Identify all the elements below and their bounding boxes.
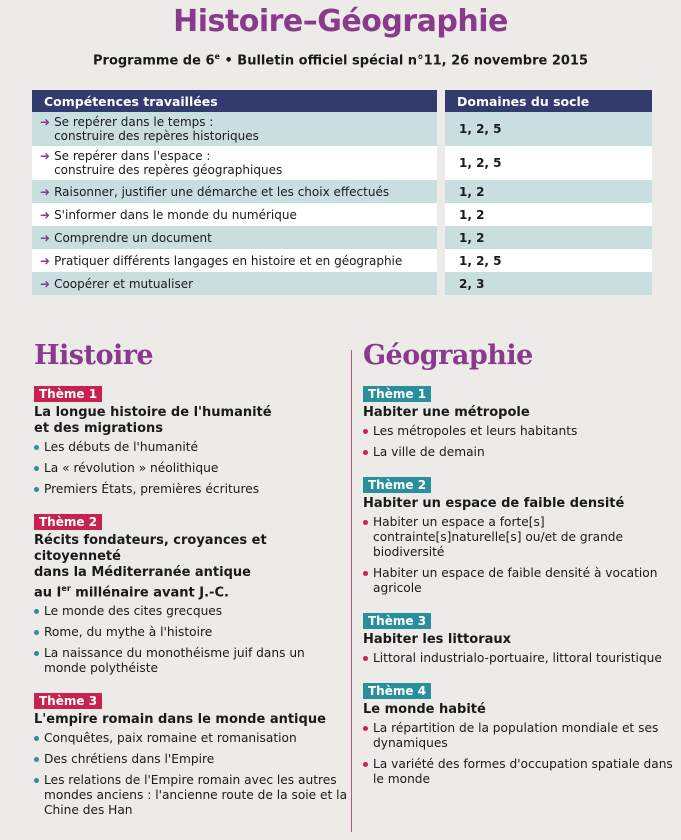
competence-text: Comprendre un document [54, 230, 212, 245]
list-item: Les débuts de l'humanité [34, 440, 349, 455]
arrow-right-icon: ➜ [40, 115, 51, 129]
theme-badge: Thème 2 [363, 477, 431, 493]
domaines-cell: 1, 2 [445, 180, 652, 203]
arrow-right-icon: ➜ [40, 207, 51, 222]
domaines-cell: 1, 2, 5 [445, 249, 652, 272]
competence-text: Se repérer dans le temps : [54, 115, 214, 129]
competences-table [32, 90, 652, 295]
theme-block [363, 474, 673, 596]
list-item: Habiter un espace a forte[s] contrainte[s]naturelle[s] ou/et de grande biodiversité [363, 515, 673, 560]
list-item: Conquêtes, paix romaine et romanisation [34, 731, 349, 746]
list-item: La répartition de la population mondiale et ses dynamiques [363, 721, 673, 751]
competence-text: construire des repères historiques [54, 129, 259, 143]
theme-block [363, 680, 673, 787]
arrow-right-icon: ➜ [40, 149, 51, 163]
theme-badge: Thème 1 [34, 386, 102, 402]
arrow-right-icon: ➜ [40, 276, 51, 291]
list-item: Les relations de l'Empire romain avec les autres mondes anciens : l'ancienne route de la soie et la Chine des Han [34, 773, 349, 818]
competence-cell [32, 112, 437, 146]
domaines-cell: 1, 2, 5 [445, 112, 652, 146]
page-subtitle: Programme de 6e • Bulletin officiel spécial n°11, 26 novembre 2015 [93, 52, 588, 69]
list-item: Les métropoles et leurs habitants [363, 424, 673, 439]
page-title: Histoire–Géographie [173, 4, 508, 39]
list-item: Premiers États, premières écritures [34, 482, 349, 497]
theme-title: Habiter un espace de faible densité [363, 496, 625, 511]
competence-text: S'informer dans le monde du numérique [54, 207, 297, 222]
table-row [32, 226, 652, 249]
theme-title: Habiter les littoraux [363, 632, 512, 647]
table-header-row [32, 90, 652, 112]
geographie-column [363, 340, 673, 801]
domaines-cell: 1, 2 [445, 226, 652, 249]
theme-block [34, 511, 349, 676]
theme-block [34, 383, 349, 497]
domaines-cell: 1, 2 [445, 203, 652, 226]
theme-badge: Thème 2 [34, 514, 102, 530]
arrow-right-icon: ➜ [40, 230, 51, 245]
table-row [32, 146, 652, 180]
list-item: Des chrétiens dans l'Empire [34, 752, 349, 767]
header-competences: Compétences travaillées [32, 90, 437, 112]
competence-text: Se repérer dans l'espace : [54, 149, 211, 163]
list-item: La naissance du monothéisme juif dans un monde polythéiste [34, 646, 349, 676]
table-row [32, 203, 652, 226]
arrow-right-icon: ➜ [40, 184, 51, 199]
theme-block [363, 610, 673, 666]
list-item: Habiter un espace de faible densité à vocation agricole [363, 566, 673, 596]
theme-title: Le monde habité [363, 702, 486, 717]
theme-block [34, 690, 349, 818]
table-row [32, 249, 652, 272]
competence-cell [32, 146, 437, 180]
theme-title: Habiter une métropole [363, 405, 530, 420]
theme-title: Récits fondateurs, croyances et citoyenneté dans la Méditerranée antique au Ier millénaire avant J.-C. [34, 533, 267, 601]
theme-badge: Thème 3 [34, 693, 102, 709]
theme-badge: Thème 1 [363, 386, 431, 402]
list-item: La « révolution » néolithique [34, 461, 349, 476]
competence-text: construire des repères géographiques [54, 163, 283, 177]
theme-title: L'empire romain dans le monde antique [34, 712, 326, 728]
domaines-cell: 1, 2, 5 [445, 146, 652, 180]
theme-title: La longue histoire de l'humanité et des migrations [34, 405, 272, 436]
competence-text: Raisonner, justifier une démarche et les choix effectués [54, 184, 390, 199]
geographie-title: Géographie [363, 340, 533, 371]
theme-badge: Thème 4 [363, 683, 431, 699]
list-item: Littoral industrialo-portuaire, littoral touristique [363, 651, 673, 666]
histoire-column [34, 340, 349, 832]
list-item: Rome, du mythe à l'histoire [34, 625, 349, 640]
list-item: La ville de demain [363, 445, 673, 460]
list-item: La variété des formes d'occupation spatiale dans le monde [363, 757, 673, 787]
header-domaines: Domaines du socle [445, 90, 652, 112]
competence-cell [32, 249, 437, 272]
competence-cell [32, 272, 437, 295]
competence-text: Coopérer et mutualiser [54, 276, 194, 291]
competence-cell [32, 203, 437, 226]
table-row [32, 180, 652, 203]
competence-cell [32, 226, 437, 249]
competence-text: Pratiquer différents langages en histoire et en géographie [54, 253, 403, 268]
arrow-right-icon: ➜ [40, 253, 51, 268]
competence-cell [32, 180, 437, 203]
histoire-title: Histoire [34, 340, 154, 371]
theme-block [363, 383, 673, 460]
list-item: Le monde des cites grecques [34, 604, 349, 619]
table-row [32, 112, 652, 146]
table-row [32, 272, 652, 295]
column-divider [351, 350, 352, 832]
theme-badge: Thème 3 [363, 613, 431, 629]
domaines-cell: 2, 3 [445, 272, 652, 295]
